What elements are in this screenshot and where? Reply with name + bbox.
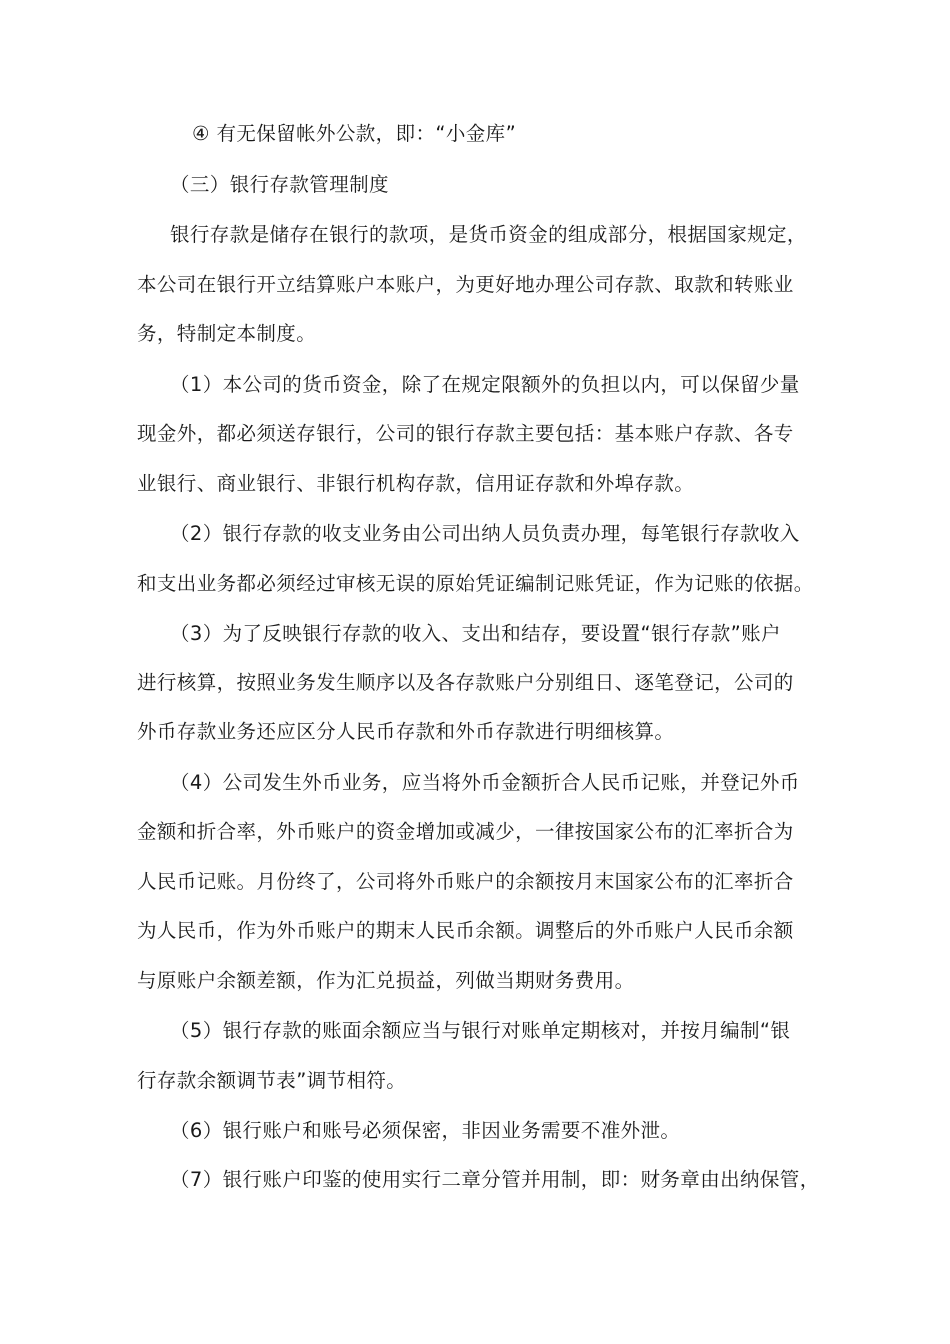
list-item-4: ④ 有无保留帐外公款，即：“小金库” <box>192 122 517 145</box>
paragraph-line: 与原账户余额差额，作为汇兑损益，列做当期财务费用。 <box>137 969 635 992</box>
paragraph-line: 现金外，都必须送存银行，公司的银行存款主要包括：基本账户存款、各专 <box>137 422 794 445</box>
paragraph-line: 进行核算，按照业务发生顺序以及各存款账户分别组日、逐笔登记，公司的 <box>137 671 794 694</box>
paragraph-line: 金额和折合率，外币账户的资金增加或减少，一律按国家公布的汇率折合为 <box>137 820 794 843</box>
paragraph-line: （2）银行存款的收支业务由公司出纳人员负责办理，每笔银行存款收入 <box>170 522 800 545</box>
paragraph-line: （7）银行账户印鉴的使用实行二章分管并用制，即：财务章由出纳保管， <box>170 1168 820 1191</box>
paragraph-line: 业银行、商业银行、非银行机构存款，信用证存款和外埠存款。 <box>137 472 695 495</box>
section-heading: （三）银行存款管理制度 <box>170 173 389 196</box>
paragraph-line: 行存款余额调节表”调节相符。 <box>137 1069 407 1092</box>
paragraph-line: 本公司在银行开立结算账户本账户，为更好地办理公司存款、取款和转账业 <box>137 273 794 296</box>
paragraph-line: （4）公司发生外币业务，应当将外币金额折合人民币记账，并登记外币 <box>170 771 800 794</box>
paragraph-line: （1）本公司的货币资金，除了在规定限额外的负担以内，可以保留少量 <box>170 373 800 396</box>
paragraph-line: 和支出业务都必须经过审核无误的原始凭证编制记账凭证，作为记账的依据。 <box>137 572 814 595</box>
paragraph-line: （6）银行账户和账号必须保密，非因业务需要不准外泄。 <box>170 1119 681 1142</box>
paragraph-line: 务，特制定本制度。 <box>137 322 317 345</box>
paragraph-line: 人民币记账。月份终了，公司将外币账户的余额按月末国家公布的汇率折合 <box>137 870 794 893</box>
paragraph-line: （5）银行存款的账面余额应当与银行对账单定期核对，并按月编制“银 <box>170 1019 791 1042</box>
paragraph-line: 外币存款业务还应区分人民币存款和外币存款进行明细核算。 <box>137 720 675 743</box>
paragraph-line: 为人民币，作为外币账户的期末人民币余额。调整后的外币账户人民币余额 <box>137 919 794 942</box>
paragraph-line: （3）为了反映银行存款的收入、支出和结存，要设置“银行存款”账户 <box>170 622 781 645</box>
paragraph-line: 银行存款是储存在银行的款项，是货币资金的组成部分，根据国家规定， <box>170 223 807 246</box>
